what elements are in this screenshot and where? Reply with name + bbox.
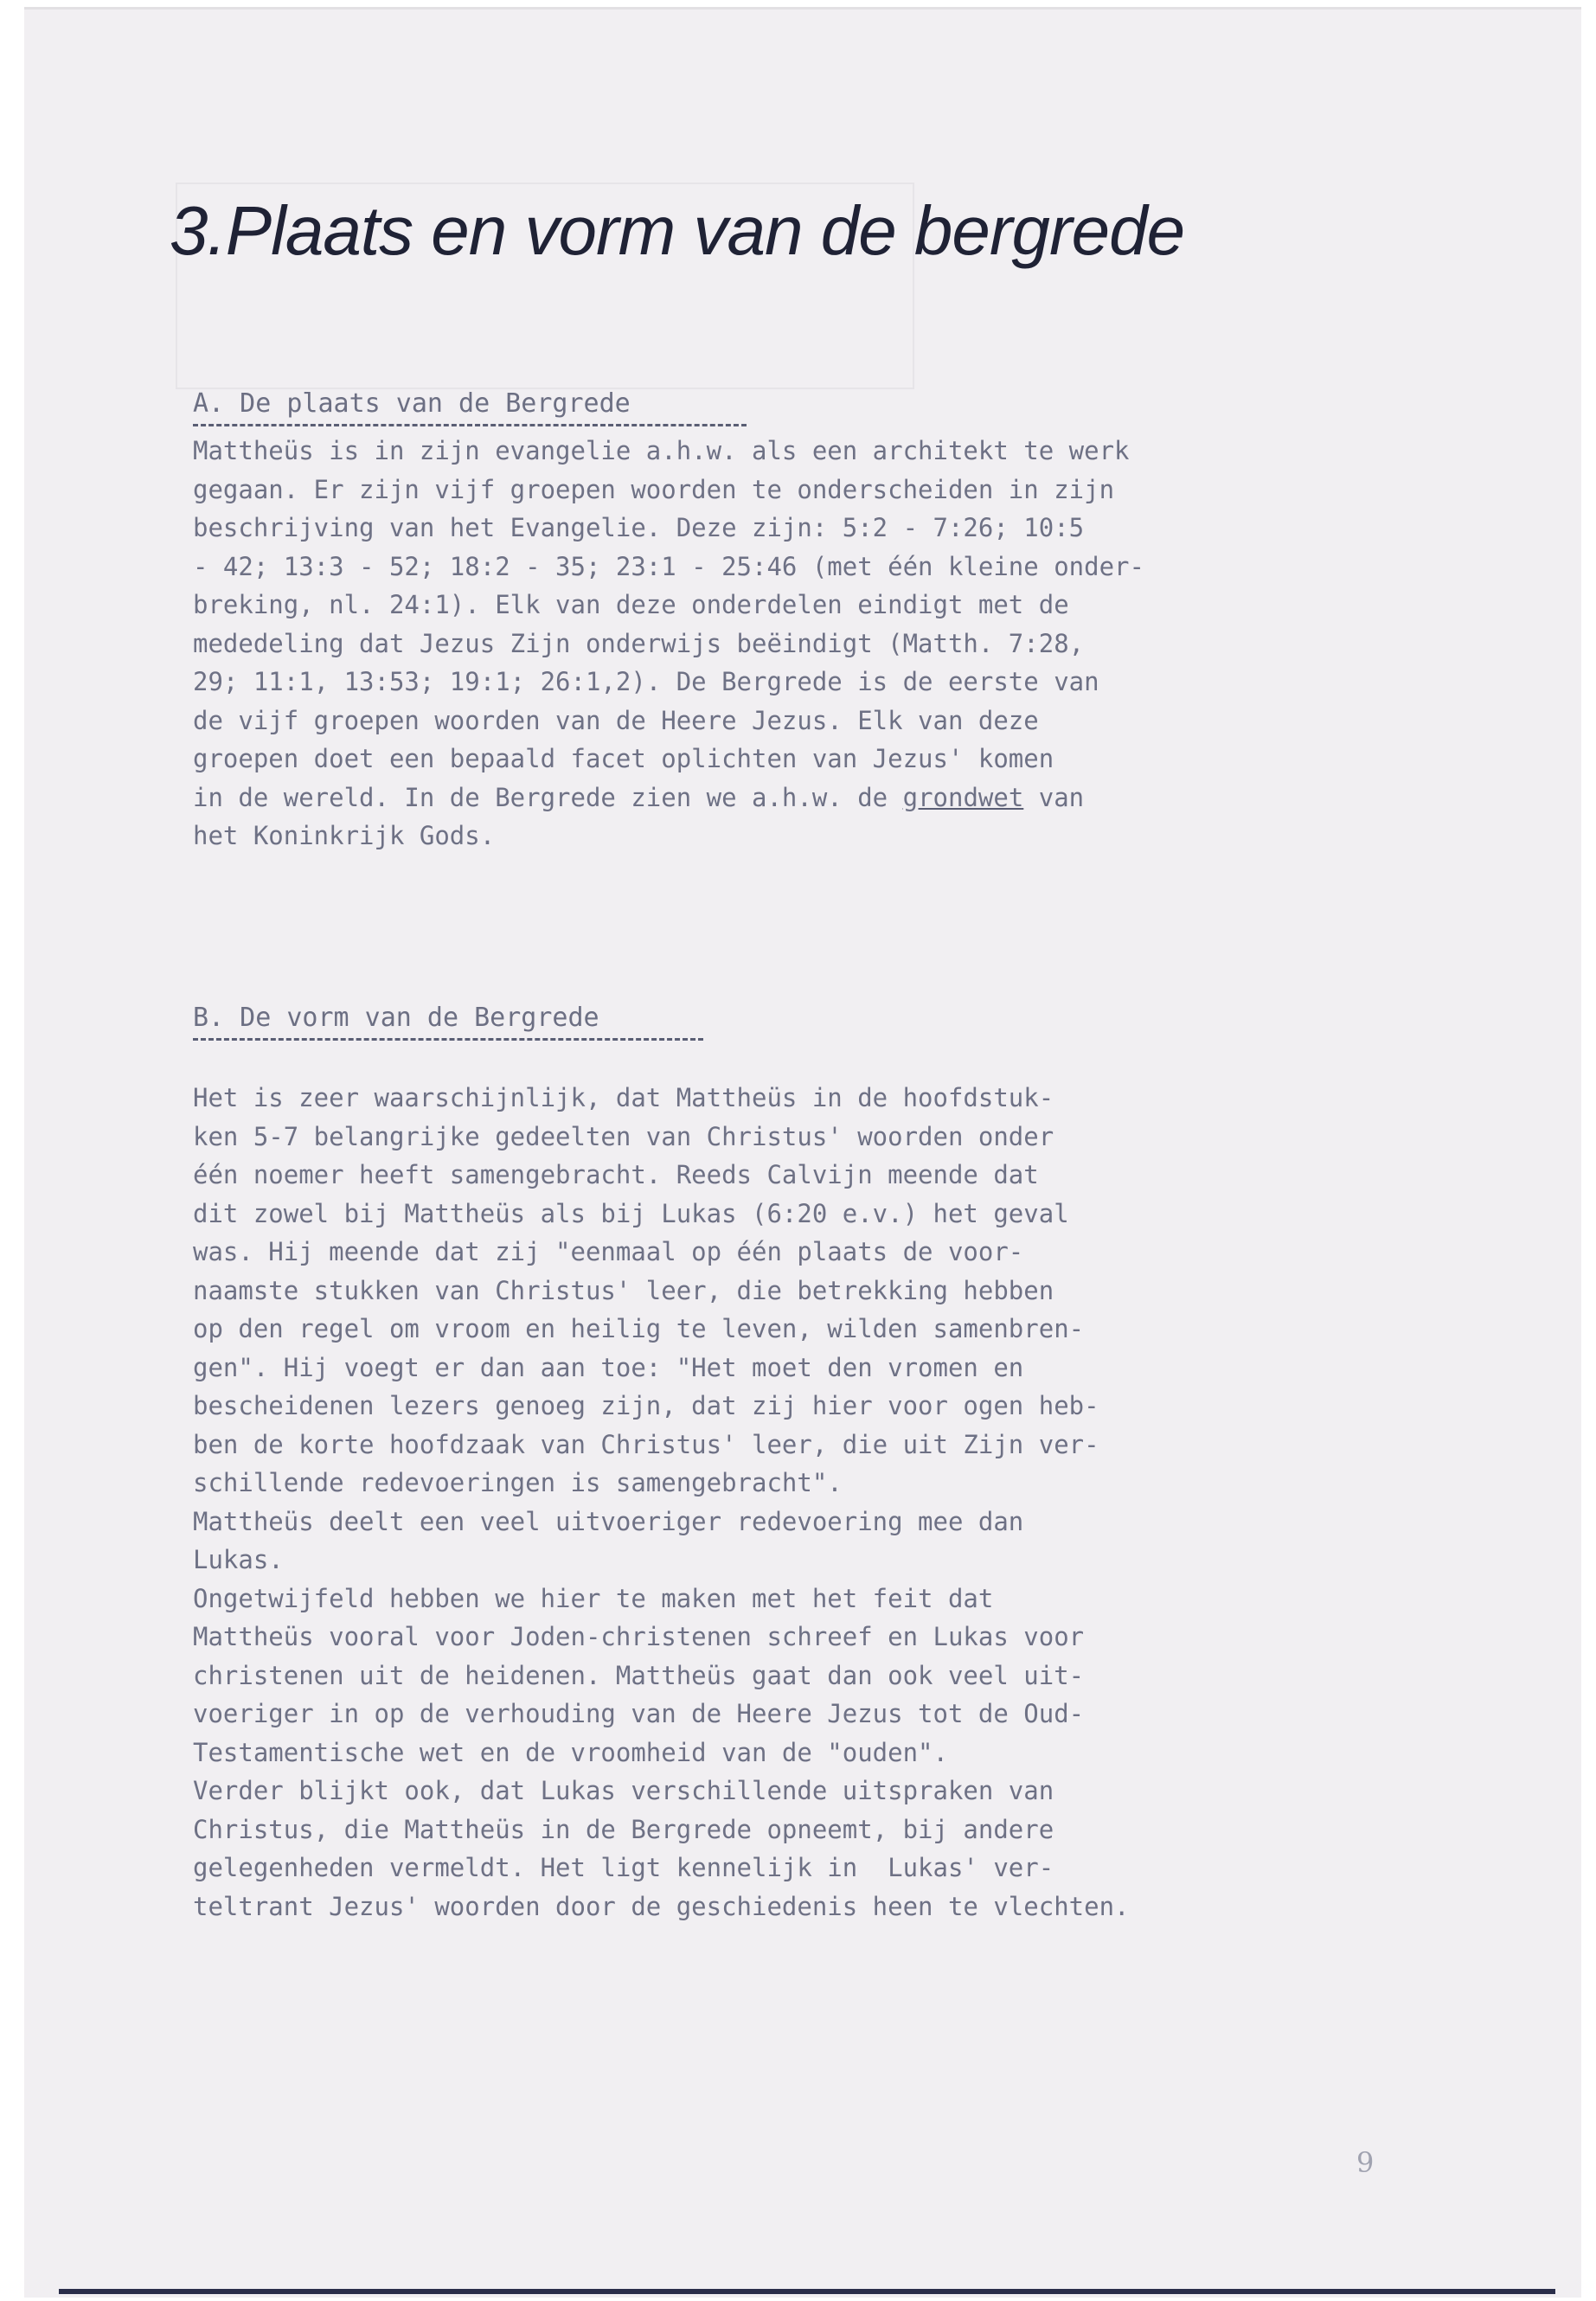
text-line: de vijf groepen woorden van de Heere Jezus. Elk van deze bbox=[193, 705, 1039, 735]
text-line: - 42; 13:3 - 52; 18:2 - 35; 23:1 - 25:46 (met één kleine onder- bbox=[193, 551, 1144, 581]
text-line: Lukas. bbox=[193, 1545, 284, 1574]
page-title: 3.Plaats en vorm van de bergrede bbox=[170, 192, 1185, 269]
section-b-paragraph bbox=[193, 1079, 1473, 1926]
text-line: Mattheüs vooral voor Joden-christenen schreef en Lukas voor bbox=[193, 1622, 1085, 1651]
section-a-heading: A. De plaats van de Bergrede bbox=[193, 388, 747, 426]
text-line: schillende redevoeringen is samengebracht". bbox=[193, 1468, 843, 1497]
text-line: beschrijving van het Evangelie. Deze zijn: 5:2 - 7:26; 10:5 bbox=[193, 513, 1085, 542]
text-line: christenen uit de heidenen. Mattheüs gaat dan ook veel uit- bbox=[193, 1660, 1085, 1690]
text-line: Verder blijkt ook, dat Lukas verschillende uitspraken van bbox=[193, 1776, 1054, 1805]
text-line: Mattheüs deelt een veel uitvoeriger redevoering mee dan bbox=[193, 1506, 1024, 1536]
document-page bbox=[24, 7, 1581, 2298]
text-line: 29; 11:1, 13:53; 19:1; 26:1,2). De Bergrede is de eerste van bbox=[193, 667, 1099, 696]
text-line: op den regel om vroom en heilig te leven, wilden samenbren- bbox=[193, 1314, 1085, 1343]
text-line-part: in de wereld. In de Bergrede zien we a.h.w. de bbox=[193, 782, 903, 812]
text-line-part: van bbox=[1023, 782, 1085, 812]
text-line: bescheidenen lezers genoeg zijn, dat zij hier voor ogen heb- bbox=[193, 1391, 1099, 1420]
text-line: Het is zeer waarschijnlijk, dat Mattheüs in de hoofdstuk- bbox=[193, 1083, 1054, 1112]
text-line: Christus, die Mattheüs in de Bergrede opneemt, bij andere bbox=[193, 1814, 1054, 1844]
text-line: dit zowel bij Mattheüs als bij Lukas (6:20 e.v.) het geval bbox=[193, 1198, 1069, 1228]
text-line: Ongetwijfeld hebben we hier te maken met het feit dat bbox=[193, 1583, 994, 1613]
text-line: ken 5-7 belangrijke gedeelten van Christus' woorden onder bbox=[193, 1121, 1054, 1151]
text-line: teltrant Jezus' woorden door de geschiedenis heen te vlechten. bbox=[193, 1891, 1130, 1921]
text-line: mededeling dat Jezus Zijn onderwijs beëindigt (Matth. 7:28, bbox=[193, 628, 1085, 658]
text-line: gegaan. Er zijn vijf groepen woorden te onderscheiden in zijn bbox=[193, 474, 1115, 504]
text-line: voeriger in op de verhouding van de Heere Jezus tot de Oud- bbox=[193, 1699, 1085, 1728]
text-line: gen". Hij voegt er dan aan toe: "Het moet den vromen en bbox=[193, 1352, 1024, 1382]
text-line: Mattheüs is in zijn evangelie a.h.w. als een architekt te werk bbox=[193, 436, 1130, 465]
text-line: ben de korte hoofdzaak van Christus' leer, die uit Zijn ver- bbox=[193, 1429, 1099, 1459]
page-number: 9 bbox=[1356, 2146, 1375, 2179]
text-line: één noemer heeft samengebracht. Reeds Calvijn meende dat bbox=[193, 1160, 1039, 1189]
section-a-paragraph bbox=[193, 432, 1473, 856]
page-bottom-edge bbox=[59, 2289, 1555, 2294]
text-line: het Koninkrijk Gods. bbox=[193, 821, 496, 850]
section-b-heading: B. De vorm van de Bergrede bbox=[193, 1003, 703, 1041]
text-line: was. Hij meende dat zij "eenmaal op één plaats de voor- bbox=[193, 1237, 1024, 1266]
text-line: groepen doet een bepaald facet oplichten van Jezus' komen bbox=[193, 744, 1054, 773]
text-line: naamste stukken van Christus' leer, die betrekking hebben bbox=[193, 1275, 1054, 1305]
text-line: gelegenheden vermeldt. Het ligt kennelijk in Lukas' ver- bbox=[193, 1853, 1054, 1882]
text-line: Testamentische wet en de vroomheid van de "ouden". bbox=[193, 1737, 948, 1767]
underlined-word: grondwet bbox=[902, 782, 1024, 812]
text-line: breking, nl. 24:1). Elk van deze onderdelen eindigt met de bbox=[193, 590, 1069, 619]
